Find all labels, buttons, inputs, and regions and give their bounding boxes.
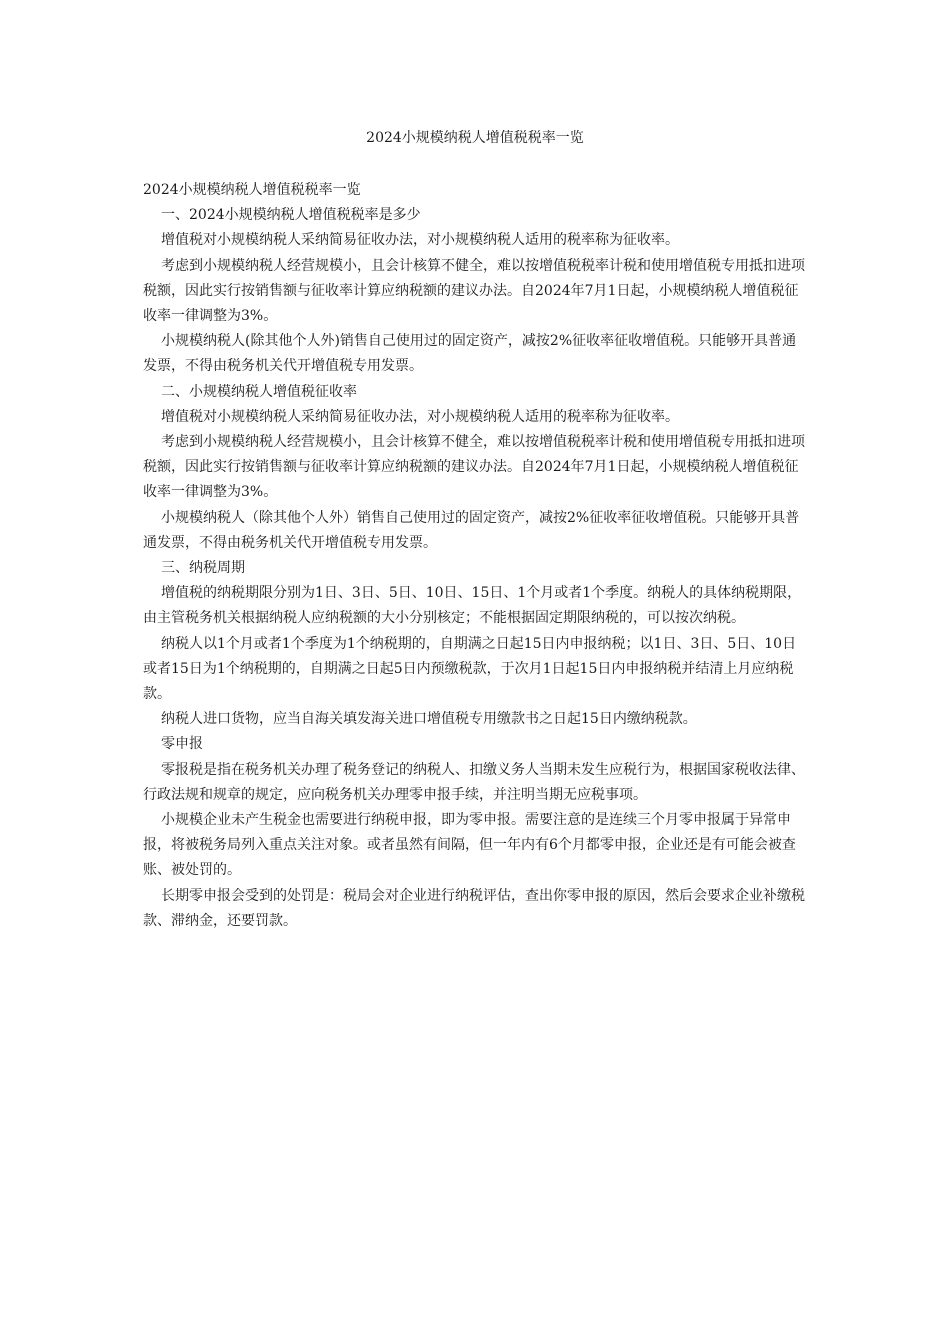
paragraph: 纳税人以1个月或者1个季度为1个纳税期的，自期满之日起15日内申报纳税；以1日、3日、5日、10日或者15日为1个纳税期的，自期满之日起5日内预缴税款，于次月1日起15日内申报纳税并结清上月应纳税款。 — [143, 635, 797, 703]
paragraph: 考虑到小规模纳税人经营规模小，且会计核算不健全，难以按增值税税率计税和使用增值税专用抵扣进项税额，因此实行按销售额与征收率计算应纳税额的建议办法。自2024年7月1日起，小规模纳税人增值税征收率一律调整为3%。 — [143, 434, 805, 501]
section-heading: 三、纳税周期 — [161, 560, 245, 577]
paragraph: 2024小规模纳税人增值税税率一览 — [143, 182, 361, 198]
section-heading: 零申报 — [161, 736, 203, 753]
page-title: 2024小规模纳税人增值税税率一览 — [366, 130, 584, 146]
paragraph: 增值税对小规模纳税人采纳简易征收办法，对小规模纳税人适用的税率称为征收率。 — [161, 232, 679, 249]
section-heading: 二、小规模纳税人增值税征收率 — [161, 383, 357, 400]
paragraph: 考虑到小规模纳税人经营规模小，且会计核算不健全，难以按增值税税率计税和使用增值税专用抵扣进项税额，因此实行按销售额与征收率计算应纳税额的建议办法。自2024年7月1日起，小规模纳税人增值税征收率一律调整为3%。 — [143, 257, 805, 325]
paragraph: 增值税的纳税期限分别为1日、3日、5日、10日、15日、1个月或者1个季度。纳税人的具体纳税期限，由主管税务机关根据纳税人应纳税额的大小分别核定；不能根据固定期限纳税的，可以按次纳税。 — [143, 585, 802, 627]
paragraph: 小规模纳税人(除其他个人外)销售自己使用过的固定资产，减按2%征收率征收增值税。只能够开具普通发票，不得由税务机关代开增值税专用发票。 — [143, 333, 797, 375]
section-heading: 一、2024小规模纳税人增值税税率是多少 — [161, 207, 421, 224]
document-body — [143, 178, 805, 934]
paragraph: 小规模纳税人（除其他个人外）销售自己使用过的固定资产，减按2%征收率征收增值税。只能够开具普通发票，不得由税务机关代开增值税专用发票。 — [143, 509, 800, 551]
paragraph: 长期零申报会受到的处罚是：税局会对企业进行纳税评估，查出你零申报的原因，然后会要求企业补缴税款、滞纳金，还要罚款。 — [143, 887, 805, 929]
paragraph: 增值税对小规模纳税人采纳简易征收办法，对小规模纳税人适用的税率称为征收率。 — [161, 408, 679, 425]
paragraph: 零报税是指在税务机关办理了税务登记的纳税人、扣缴义务人当期未发生应税行为，根据国家税收法律、行政法规和规章的规定，应向税务机关办理零申报手续，并注明当期无应税事项。 — [143, 761, 805, 803]
paragraph: 纳税人进口货物，应当自海关填发海关进口增值税专用缴款书之日起15日内缴纳税款。 — [161, 711, 697, 728]
paragraph: 小规模企业未产生税金也需要进行纳税申报，即为零申报。需要注意的是连续三个月零申报属于异常申报，将被税务局列入重点关注对象。或者虽然有间隔，但一年内有6个月都零申报，企业还是有可能会被查账、被处罚的。 — [143, 812, 796, 879]
